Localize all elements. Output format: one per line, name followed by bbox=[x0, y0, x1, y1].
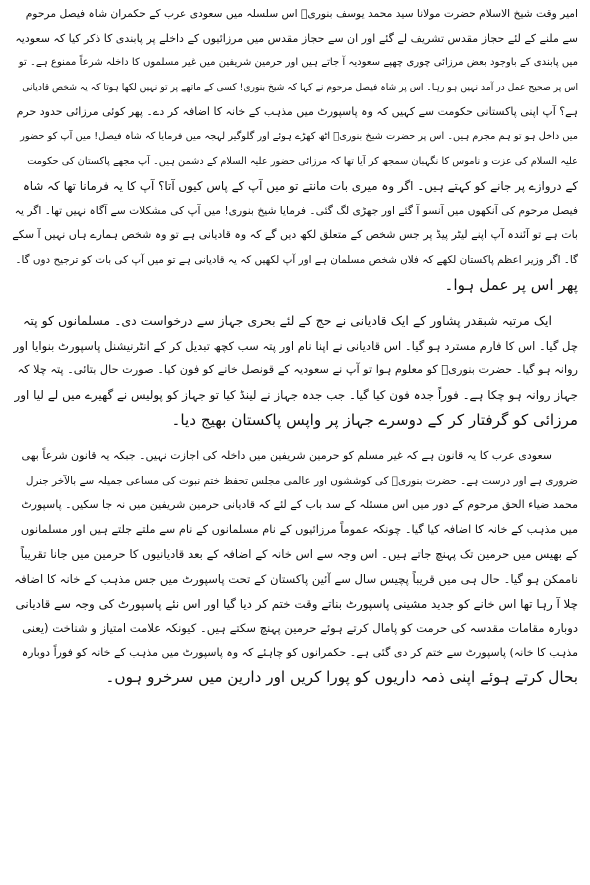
paragraph bbox=[12, 309, 578, 432]
text-line: میں داخل ہو تو ہم مجرم ہیں۔ اس پر حضرت شیخ بنوریؒ اٹھ کھڑے ہوئے اور گلوگیر لہجہ میں فرمایا کہ شاہ فیصل! میں آپ کو حضور bbox=[20, 130, 578, 142]
text-line: محمد ضیاء الحق مرحوم کے دور میں اس مسئلہ کے سد باب کے لئے کہ قادیانی حرمین شریفین میں نہ جا سکیں۔ پاسپورٹ bbox=[21, 498, 578, 512]
paragraph bbox=[12, 444, 578, 690]
text-line: مذہب کا خانہ) پاسپورٹ سے ختم کر دی گئی ہے۔ حکمرانوں کو چاہئے کہ وہ پاسپورٹ میں مذہب کے خانہ کو فوراً دوبارہ bbox=[21, 645, 578, 659]
text-line: کے بھیس میں حرمین تک پہنچ جاتے ہیں۔ اس وجہ سے اس خانہ کے اضافہ کے بعد قادیانیوں کا حرمین میں جانا تقریباً bbox=[20, 547, 578, 562]
text-line: ایک مرتبہ شبقدر پشاور کے ایک قادیانی نے حج کے لئے بحری جہاز سے درخواست دی۔ مسلمانوں کو پتہ bbox=[23, 313, 552, 329]
text-line: علیہ السلام کی عزت و ناموس کا نگہبان سمجھ کر آیا تھا کہ مرزائی حضور علیہ السلام کے دشمن ہیں۔ آپ مجھے پاکستان کی حکومت bbox=[27, 155, 578, 167]
text-line: دوبارہ مقامات مقدسہ کی حرمت کو پامال کرتے ہوئے حرمین پہنچ سکتے ہیں۔ کیونکہ علامت امتیاز و شناخت (یعنی bbox=[22, 621, 578, 636]
text-line: ناممکن ہو گیا۔ حال ہی میں قریباً پچیس سال سے آئین پاکستان کے تحت پاسپورٹ میں جس مذہب کے خانہ کا اضافہ bbox=[14, 572, 578, 587]
text-line: گا۔ اگر وزیر اعظم پاکستان لکھے کہ فلاں شخص مسلمان ہے اور آپ لکھیں کہ یہ قادیانی ہے تو میں آپ کی بات کو ترجیح دوں گا۔ bbox=[15, 253, 578, 266]
document-body bbox=[12, 2, 578, 690]
text-line: سے ملنے کے لئے حجاز مقدس تشریف لے گئے اور ان سے حجاز مقدس میں مرزائیوں کے داخلے پر پابندی کا ذکر کیا کہ سعودیہ bbox=[15, 31, 578, 45]
text-line: بحال کرتے ہوئے اپنی ذمہ داریوں کو پورا کریں اور دارین میں سرخرو ہوں۔ bbox=[105, 668, 578, 687]
text-line: چلا آ رہا تھا اس خانے کو جدید مشینی پاسپورٹ بناتے وقت ختم کر دیا گیا اور اس نئے پاسپورٹ کی وجہ سے قادیانی bbox=[15, 596, 578, 611]
text-line: ہے؟ آپ اپنی پاکستانی حکومت سے کہیں کہ وہ پاسپورٹ میں مذہب کے خانہ کا اضافہ کر دے۔ پھر کوئی مرزائی حدود حرم bbox=[16, 105, 578, 119]
text-line: اس پر صحیح عمل در آمد نہیں ہو رہا۔ اس پر شاہ فیصل مرحوم نے کہا کہ شیخ بنوری! کسی کے ماتھے پر تو نہیں لکھا ہوتا کہ یہ شخص قادیانی bbox=[22, 81, 578, 93]
text-line: ضروری ہے اور درست ہے۔ حضرت بنوریؒ کی کوششوں اور عالمی مجلس تحفظ ختم نبوت کی مساعی جمیلہ سے بالآخر جنرل bbox=[25, 474, 578, 487]
text-line: پھر اس پر عمل ہوا۔ bbox=[444, 275, 578, 294]
text-line: مرزائی کو گرفتار کر کے دوسرے جہاز پر واپس پاکستان بھیج دیا۔ bbox=[171, 410, 578, 429]
text-line: بات ہے تو آئندہ آپ اپنے لیٹر پیڈ پر جس شخص کے متعلق لکھ دیں گے کہ وہ قادیانی ہے تو وہ شخص ہمارے ہاں نہیں آ سکے bbox=[12, 228, 578, 242]
text-line: کے دروازے پر جانے کو کہتے ہیں۔ اگر وہ میری بات مانتے تو میں آپ کے پاس کیوں آتا؟ آپ کا یہ فرمانا تھا کہ شاہ bbox=[22, 179, 578, 194]
text-line: میں پابندی کے باوجود بعض مرزائی چوری چھپے سعودیہ آ جاتے ہیں اور حرمین شریفین میں غیر مسلموں کا داخلہ شرعاً ممنوع ہے۔ تو bbox=[18, 57, 578, 69]
paragraph bbox=[12, 2, 578, 297]
text-line: میں مذہب کے خانہ کا اضافہ کیا گیا۔ چونکہ عموماً مرزائیوں کے نام مسلمانوں کے نام سے ملتے جلتے ہیں اور مسلمانوں bbox=[20, 522, 578, 536]
text-line: چل گیا۔ اس کا فارم مسترد ہو گیا۔ اس قادیانی نے اپنا نام اور پتہ سب کچھ تبدیل کر کے انٹرنیشنل پاسپورٹ بنوایا اور bbox=[13, 338, 578, 353]
text-line: روانہ ہو گیا۔ حضرت بنوریؒ کو معلوم ہوا تو آپ نے سعودیہ کے قونصل خانے کو فون کیا۔ صورت حال بتائی۔ پتہ چلا کہ bbox=[17, 363, 578, 377]
text-line: امیر وقت شیخ الاسلام حضرت مولانا سید محمد یوسف بنوریؒ اس سلسلہ میں سعودی عرب کے حکمران شاہ فیصل مرحوم bbox=[25, 7, 578, 20]
text-line: فیصل مرحوم کی آنکھوں میں آنسو آ گئے اور جھڑی لگ گئی۔ فرمایا شیخ بنوری! میں آپ کی مشکلات سے آگاہ نہیں تھا۔ اگر یہ bbox=[14, 203, 578, 217]
text-line: سعودی عرب کا یہ قانون ہے کہ غیر مسلم کو حرمین شریفین میں داخلہ کی اجازت نہیں۔ جبکہ یہ قانون شرعاً بھی bbox=[21, 449, 552, 463]
text-line: جہاز روانہ ہو چکا ہے۔ فوراً جدہ فون کیا گیا۔ جب جدہ جہاز نے لینڈ کیا تو جہاز کو پولیس نے گھیرے میں لے لیا اور bbox=[14, 387, 578, 402]
